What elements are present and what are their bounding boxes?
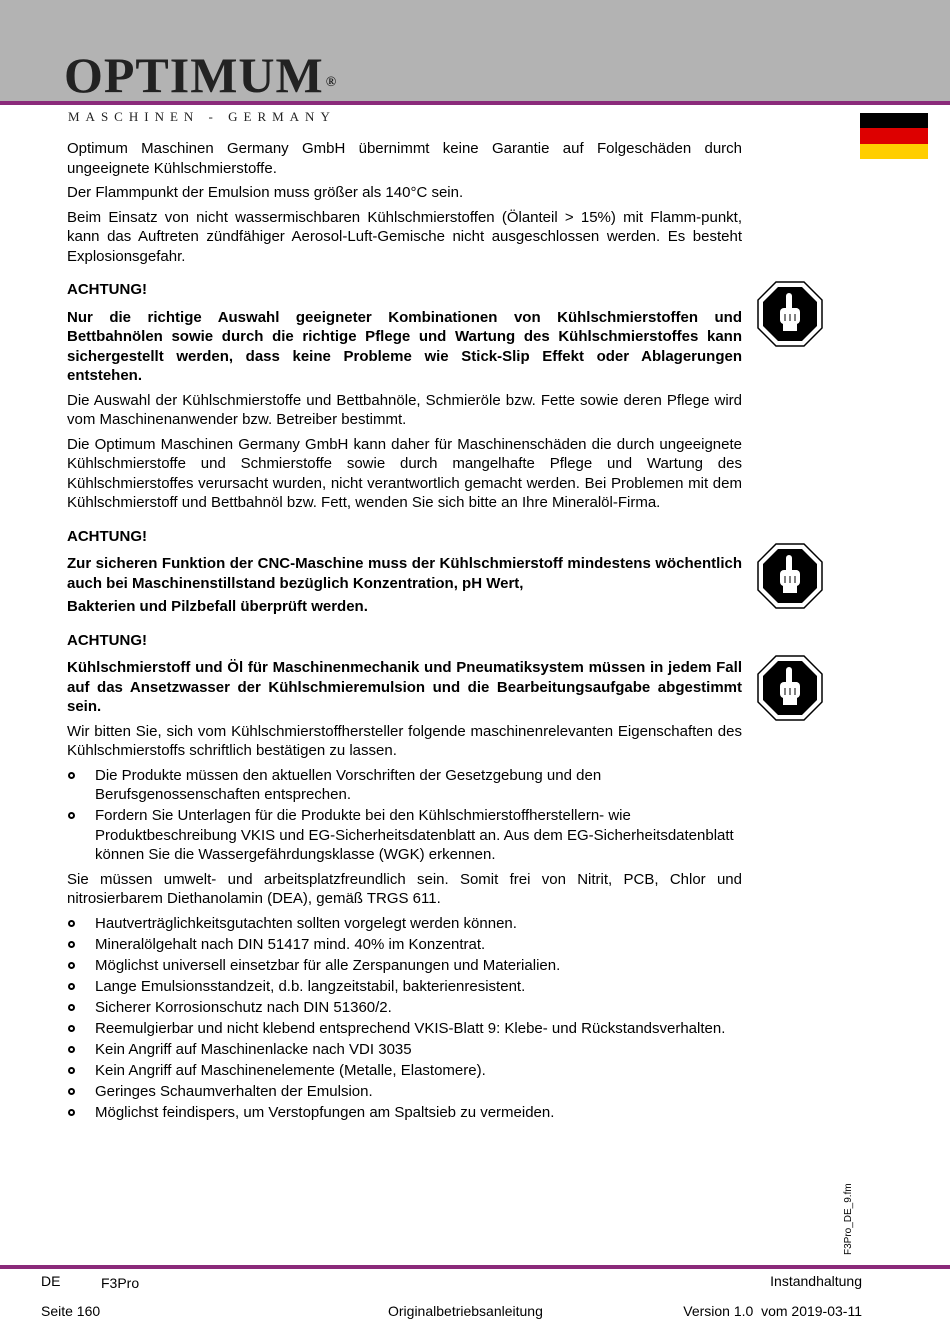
bullet-icon	[68, 1109, 75, 1116]
list-item-text: Möglichst feindispers, um Verstopfungen am Spaltsieb zu vermeiden.	[95, 1103, 555, 1121]
bullet-icon	[68, 920, 75, 927]
bullet-icon	[68, 983, 75, 990]
list-item-text: Reemulgierbar und nicht klebend entsprechend VKIS-Blatt 9: Klebe- und Rückstandsverhalten.	[95, 1019, 726, 1037]
paragraph: Die Auswahl der Kühlschmierstoffe und Bettbahnöle, Schmieröle bzw. Fette sowie deren Pflege wird vom Maschinenanwender bzw. Betreiber bestimmt.	[67, 391, 742, 428]
warning-text: Zur sicheren Funktion der CNC-Maschine muss der Kühlschmierstoff mindestens wöchentlich auch bei Maschinenstillstand bezüglich Konzentration, pH Wert,	[67, 555, 742, 592]
warning-text: Nur die richtige Auswahl geeigneter Kombinationen von Kühlschmierstoffen und Bettbahnölen sowie durch die richtige Pflege und Wartung des Kühlschmierstoffes kann sichergestellt werden, dass keine Probleme wie Stick-Slip Effekt oder Ablagerungen entstehen.	[67, 308, 742, 384]
paragraph: Wir bitten Sie, sich vom Kühlschmierstoffhersteller folgende maschinenrelevanten Eigenschaften des Kühlschmierstoffs schriftlich bestätigen zu lassen.	[67, 722, 742, 759]
warning-text: Bakterien und Pilzbefall überprüft werden.	[67, 598, 368, 615]
paragraph: Beim Einsatz von nicht wassermischbaren Kühlschmierstoffen (Ölanteil > 15%) mit Flamm-punkt, kann das Auftreten zündfähiger Aerosol-Luft-Gemische nicht ausgeschlossen werden. Es besteht Explosionsgefahr.	[67, 208, 742, 265]
warning-heading: ACHTUNG!	[67, 631, 147, 649]
list-item	[67, 998, 742, 1018]
list-item-text: Kein Angriff auf Maschinenlacke nach VDI 3035	[95, 1040, 412, 1058]
list-item	[67, 935, 742, 955]
paragraph: Der Flammpunkt der Emulsion muss größer als 140°C sein.	[67, 184, 464, 201]
warning-heading: ACHTUNG!	[67, 281, 147, 298]
list-item	[67, 806, 742, 865]
file-name-label: F3Pro_DE_9.fm	[843, 1183, 854, 1255]
logo-subtitle: MASCHINEN - GERMANY	[68, 109, 336, 124]
bullet-icon	[68, 1025, 75, 1032]
list-item-text: Kein Angriff auf Maschinenelemente (Metalle, Elastomere).	[95, 1061, 486, 1079]
footer-document-title: Originalbetriebsanleitung	[388, 1303, 543, 1319]
logo-text: OPTIMUM	[64, 47, 324, 103]
flag-stripe-red	[860, 128, 928, 143]
list-item-text: Hautverträglichkeitsgutachten sollten vorgelegt werden können.	[95, 914, 517, 932]
list-item	[67, 914, 742, 934]
list-item	[67, 766, 742, 805]
footer-rule	[0, 1265, 950, 1269]
warning-hand-icon	[757, 281, 823, 347]
list-item-text: Die Produkte müssen den aktuellen Vorschriften der Gesetzgebung und den Berufsgenossenschaften entsprechen.	[95, 766, 602, 803]
list-item-text: Fordern Sie Unterlagen für die Produkte bei den Kühlschmierstoffherstellern- wie Produktbeschreibung VKIS und EG-Sicherheitsdatenblatt an. Aus dem EG-Sicherheitsdatenblatt können Sie die Wassergefährdungsklasse (WGK) erkennen.	[95, 807, 734, 863]
warning-hand-icon	[757, 543, 823, 609]
german-flag-icon	[860, 113, 928, 159]
bullet-icon	[68, 1067, 75, 1074]
footer-version: Version 1.0 vom 2019-03-11	[683, 1303, 862, 1319]
paragraph: Sie müssen umwelt- und arbeitsplatzfreundlich sein. Somit frei von Nitrit, PCB, Chlor und nitrosierbarem Diethanolamin (DEA), gemäß TRGS 611.	[67, 870, 742, 907]
flag-stripe-gold	[860, 144, 928, 159]
list-item-text: Möglichst universell einsetzbar für alle Zerspanungen und Materialien.	[95, 956, 561, 974]
main-content	[67, 139, 742, 1127]
bullet-icon	[68, 941, 75, 948]
list-item	[67, 1082, 742, 1102]
list-item	[67, 1040, 742, 1060]
requirements-list	[67, 766, 742, 865]
optimum-logo	[64, 48, 337, 102]
warning-text: Kühlschmierstoff und Öl für Maschinenmechanik und Pneumatiksystem müssen in jedem Fall auf das Ansetzwasser der Kühlschmieremulsion und die Bearbeitungsaufgabe abgestimmt sein.	[67, 659, 742, 715]
bullet-icon	[68, 812, 75, 819]
warning-heading: ACHTUNG!	[67, 527, 147, 545]
paragraph: Optimum Maschinen Germany GmbH übernimmt keine Garantie auf Folgeschäden durch ungeeignete Kühlschmierstoffe.	[67, 140, 742, 177]
flag-stripe-black	[860, 113, 928, 128]
bullet-icon	[68, 1088, 75, 1095]
footer-language: DE	[41, 1273, 61, 1289]
footer-model: F3Pro	[101, 1275, 140, 1291]
list-item	[67, 1019, 742, 1039]
bullet-icon	[68, 772, 75, 779]
footer-section: Instandhaltung	[770, 1273, 862, 1289]
bullet-icon	[68, 1046, 75, 1053]
bullet-icon	[68, 1004, 75, 1011]
footer-page-number: Seite 160	[41, 1303, 101, 1319]
bullet-icon	[68, 962, 75, 969]
list-item-text: Lange Emulsionsstandzeit, d.b. langzeitstabil, bakterienresistent.	[95, 977, 526, 995]
list-item-text: Geringes Schaumverhalten der Emulsion.	[95, 1082, 373, 1100]
warning-hand-icon	[757, 655, 823, 721]
registered-mark: ®	[325, 75, 338, 90]
list-item-text: Mineralölgehalt nach DIN 51417 mind. 40% im Konzentrat.	[95, 935, 486, 953]
list-item	[67, 956, 742, 976]
list-item	[67, 1061, 742, 1081]
list-item-text: Sicherer Korrosionschutz nach DIN 51360/2.	[95, 998, 392, 1016]
list-item	[67, 1103, 742, 1123]
paragraph: Die Optimum Maschinen Germany GmbH kann daher für Maschinenschäden die durch ungeeignete Kühlschmierstoffe und Schmierstoffe sowie durch mangelhafte Pflege und Wartung des Kühlschmierstoffes verursacht wurden, nicht verantwortlich gemacht werden. Bei Problemen mit dem Kühlschmierstoff und Bettbahnöl bzw. Fett, wenden Sie sich bitte an Ihre Mineralöl-Firma.	[67, 435, 742, 511]
properties-list	[67, 914, 742, 1123]
list-item	[67, 977, 742, 997]
